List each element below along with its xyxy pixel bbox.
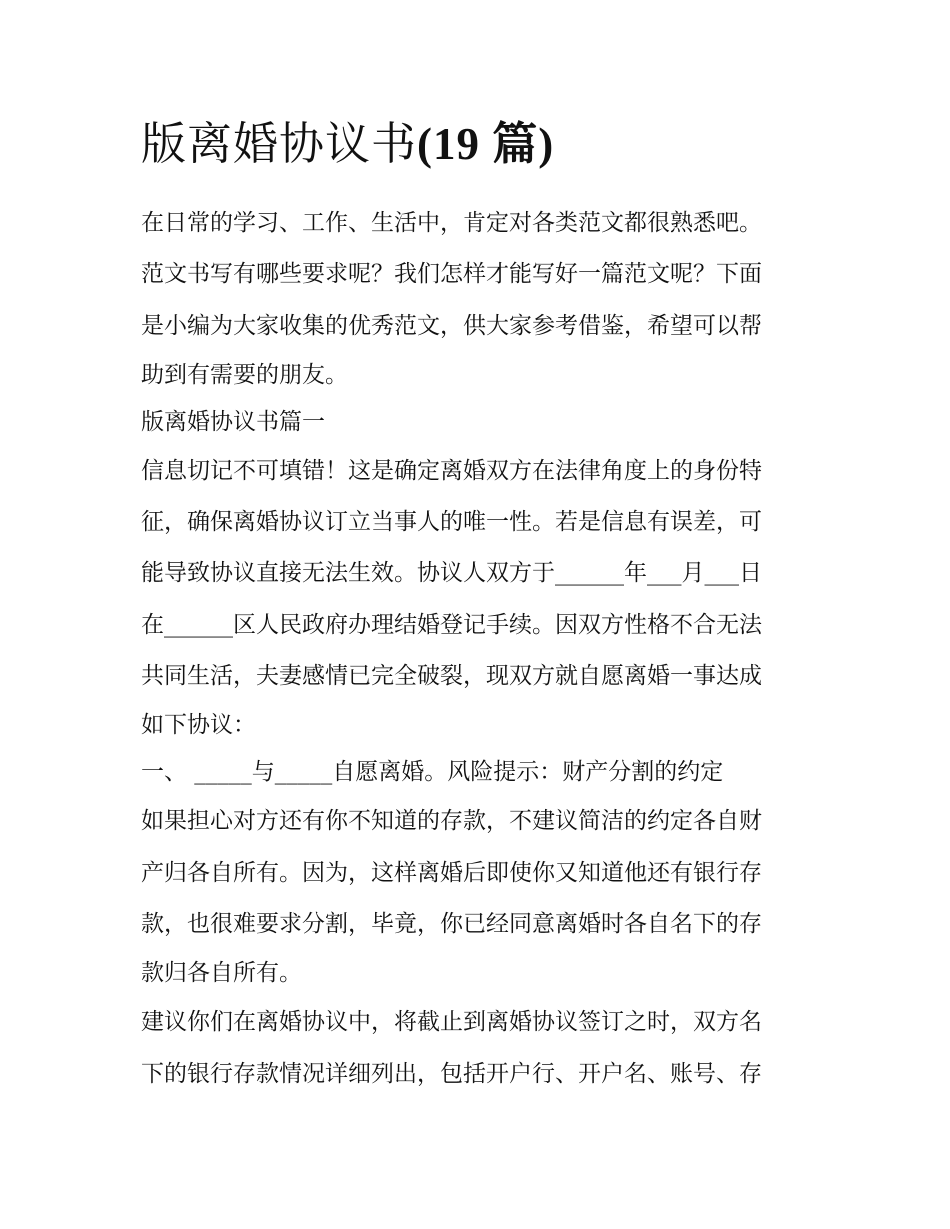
- body-line: 范文书写有哪些要求呢？我们怎样才能写好一篇范文呢？下面: [141, 261, 762, 288]
- body-line: 下的银行存款情况详细列出，包括开户行、开户名、账号、存: [141, 1060, 762, 1087]
- title-text: 版离婚协议书: [141, 117, 418, 170]
- body-line: 建议你们在离婚协议中，将截止到离婚协议签订之时，双方名: [141, 1009, 762, 1036]
- body-line: 在日常的学习、工作、生活中，肯定对各类范文都很熟悉吧。: [141, 210, 762, 236]
- section-heading: 版离婚协议书篇一: [141, 408, 325, 435]
- body-line: 能导致协议直接无法生效。协议人双方于______年___月___日: [141, 560, 762, 587]
- document-title: [141, 114, 554, 174]
- body-line: 如果担心对方还有你不知道的存款，不建议简洁的约定各自财: [141, 808, 762, 835]
- body-line: 产归各自所有。因为，这样离婚后即使你又知道他还有银行存: [141, 859, 762, 886]
- document-body: [141, 198, 821, 1100]
- body-line: 是小编为大家收集的优秀范文，供大家参考借鉴，希望可以帮: [141, 312, 762, 339]
- body-line: 款归各自所有。: [141, 960, 302, 987]
- body-line: 如下协议：: [141, 712, 256, 739]
- body-line: 一、 _____与_____自愿离婚。风险提示：财产分割的约定: [141, 759, 724, 786]
- body-line: 共同生活，夫妻感情已完全破裂，现双方就自愿离婚一事达成: [141, 663, 762, 690]
- body-line: 信息切记不可填错！这是确定离婚双方在法律角度上的身份特: [141, 457, 762, 484]
- body-line: 助到有需要的朋友。: [141, 361, 348, 388]
- body-line: 款，也很难要求分割，毕竟，你已经同意离婚时各自名下的存: [141, 910, 762, 937]
- title-count: (19 篇): [417, 119, 555, 169]
- body-line: 征，确保离婚协议订立当事人的唯一性。若是信息有误差，可: [141, 509, 762, 536]
- body-line: 在______区人民政府办理结婚登记手续。因双方性格不合无法: [141, 611, 762, 638]
